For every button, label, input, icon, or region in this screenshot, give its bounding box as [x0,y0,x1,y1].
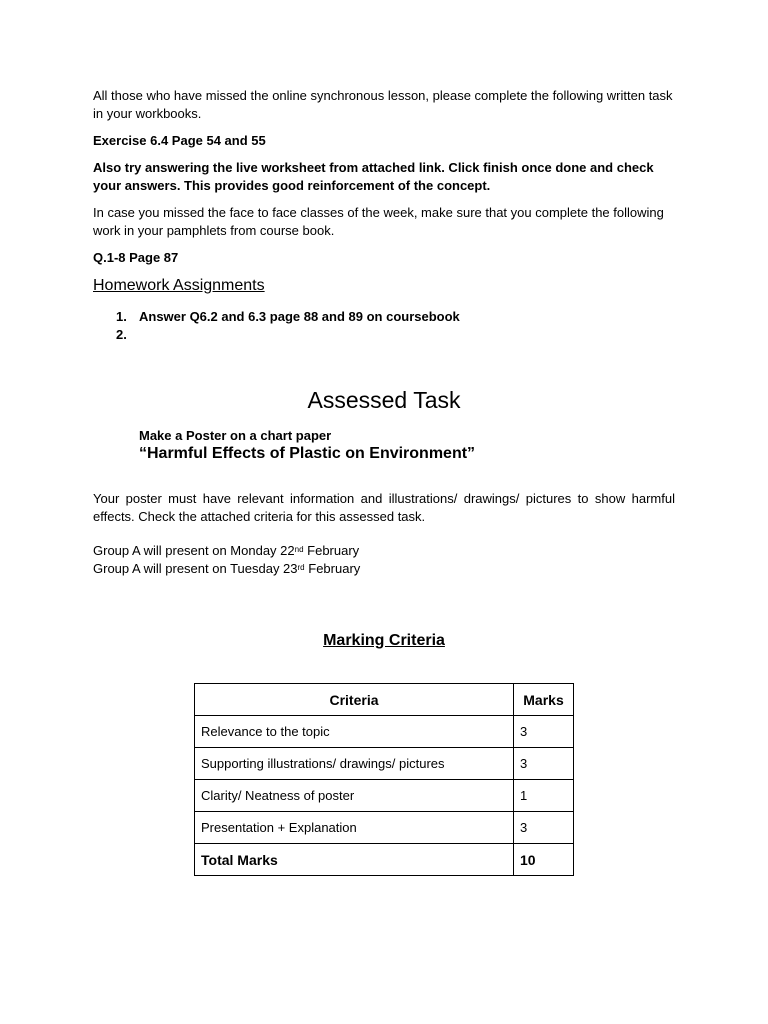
total-marks-cell: 10 [514,844,574,876]
date-suffix: rd [297,563,305,572]
marks-cell: 3 [514,812,574,844]
group-month-text: February [304,561,361,576]
total-label-cell: Total Marks [195,844,514,876]
marks-cell: 3 [514,748,574,780]
worksheet-instruction: Also try answering the live worksheet from attached link. Click finish once done and check your answers. This provides good reinforcement of the concept. [93,160,654,193]
homework-item-text: Answer Q6.2 and 6.3 page 88 and 89 on coursebook [139,309,460,324]
intro-missed-f2f: In case you missed the face to face classes of the week, make sure that you complete the following work in your pamphlets from course book. [93,205,664,238]
table-header-row [195,684,574,716]
group-presentation-monday [93,542,675,560]
criteria-cell: Clarity/ Neatness of poster [195,780,514,812]
table-row [195,716,574,748]
poster-description: Your poster must have relevant information and illustrations/ drawings/ pictures to show harmful effects. Check the attached criteria for this assessed task. [93,491,675,524]
criteria-cell: Supporting illustrations/ drawings/ pictures [195,748,514,780]
table-row [195,812,574,844]
date-suffix: nd [294,545,304,554]
marks-cell: 1 [514,780,574,812]
total-row [195,844,574,876]
group-date-text: Group A will present on Tuesday 23 [93,561,298,576]
marking-criteria-table [194,683,574,876]
marking-criteria-heading: Marking Criteria [323,632,445,649]
marks-cell: 3 [514,716,574,748]
group-presentation-tuesday [93,560,675,578]
group-date-text: Group A will present on Monday 22 [93,543,295,558]
criteria-cell: Relevance to the topic [195,716,514,748]
marks-column-header: Marks [514,684,574,716]
poster-title: “Harmful Effects of Plastic on Environment” [139,445,476,462]
homework-heading: Homework Assignments [93,277,265,294]
poster-subtitle: Make a Poster on a chart paper [139,428,332,443]
criteria-column-header: Criteria [195,684,514,716]
table-row [195,780,574,812]
table-row [195,748,574,780]
homework-item-number: 2. [116,327,127,342]
assessed-task-title: Assessed Task [307,387,461,413]
criteria-cell: Presentation + Explanation [195,812,514,844]
exercise-line: Exercise 6.4 Page 54 and 55 [93,133,266,148]
intro-missed-online: All those who have missed the online synchronous lesson, please complete the following written task in your workbooks. [93,88,673,121]
group-month-text: February [303,543,360,558]
homework-item-number: 1. [116,309,127,324]
questions-line: Q.1-8 Page 87 [93,250,179,265]
